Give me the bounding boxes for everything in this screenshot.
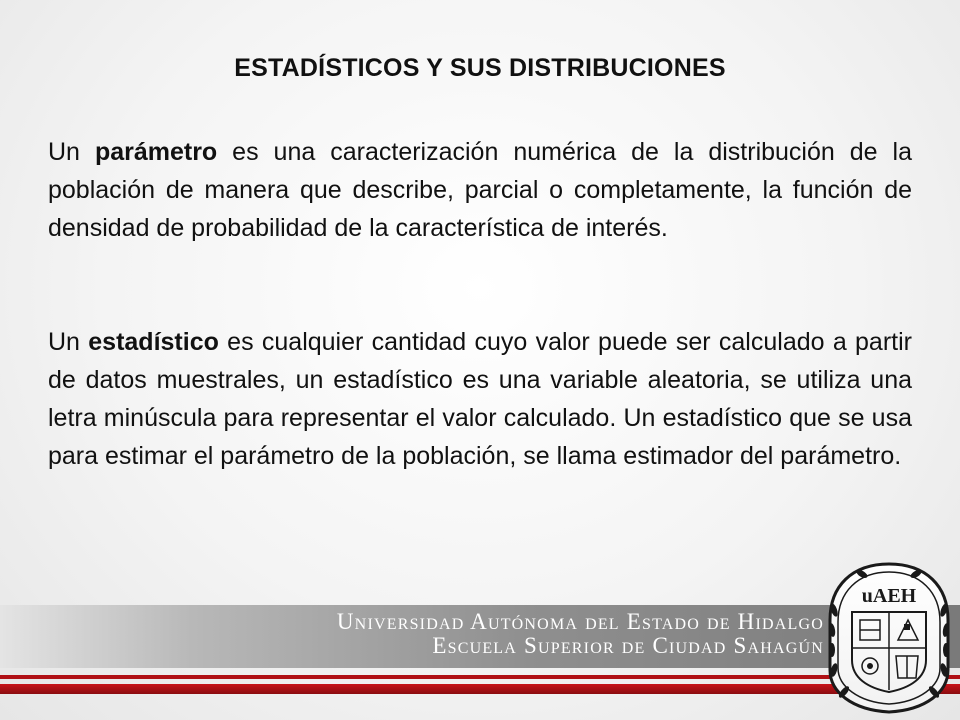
term-estadistico: estadístico xyxy=(88,328,219,356)
paragraph-body: es cualquier cantidad cuyo valor puede ser calculado a partir de datos muestrales, un estadístico es una variable aleatoria, se utiliza una letra minúscula para representar el valor calculado. Un estadístico que se usa para estimar el parámetro de la población, se llama estimador del parámetro. xyxy=(48,328,912,470)
footer-accent-line xyxy=(0,684,960,694)
school-name: Escuela Superior de Ciudad Sahagún xyxy=(432,633,824,658)
footer-accent-line-thin xyxy=(0,675,960,679)
university-name: Universidad Autónoma del Estado de Hidalgo xyxy=(336,609,824,634)
term-parametro: parámetro xyxy=(94,138,218,166)
paragraph-lead: Un xyxy=(48,328,89,356)
seal-text: uAEH xyxy=(861,585,917,607)
university-seal-logo xyxy=(822,560,956,716)
slide-title: ESTADÍSTICOS Y SUS DISTRIBUCIONES xyxy=(234,54,726,82)
paragraph-estadistico xyxy=(48,323,912,475)
paragraph-body: es una caracterización numérica de la distribución de la población de manera que describe, parcial o completamente, la función de densidad de probabilidad de la característica de interés. xyxy=(48,138,913,242)
footer-institution xyxy=(337,610,824,658)
paragraph-lead: Un xyxy=(48,138,95,166)
paragraph-parametro xyxy=(48,133,912,247)
